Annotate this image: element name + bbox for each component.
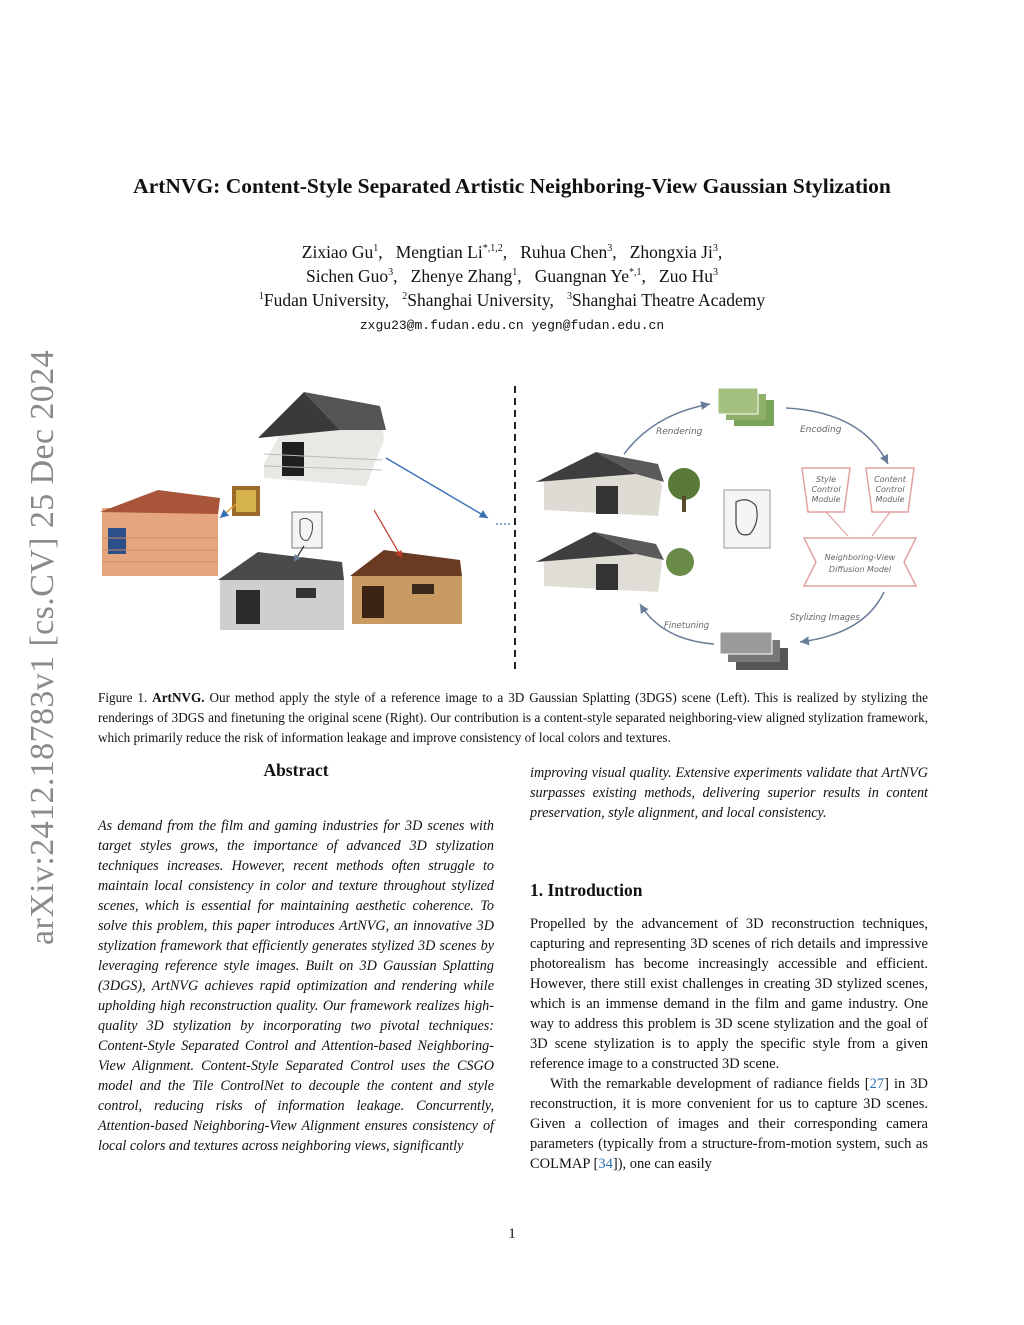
rendered-house-bottom xyxy=(536,532,694,592)
abstract-heading: Abstract xyxy=(263,760,329,780)
painted-stylized-house xyxy=(350,550,462,624)
abstract-text-continued: improving visual quality. Extensive experiments validate that ArtNVG surpasses existing methods, delivering superior results in content preservation, style alignment, and local consistency. xyxy=(530,765,928,821)
author: Sichen Guo xyxy=(306,266,389,286)
label-style-module: Control xyxy=(811,485,841,494)
intro-paragraph-2: With the remarkable development of radiance fields [27] in 3D reconstruction, it is more convenient for us to capture 3D scenes. Given a collection of images and their corresponding camera parameters (typically from a structure-from-motion system, such as COLMAP [34]), one can easily xyxy=(530,1076,928,1172)
arrow xyxy=(386,458,488,518)
author-emails: zxgu23@m.fudan.edu.cn yegn@fudan.edu.cn xyxy=(359,318,665,333)
author: Zhongxia Ji xyxy=(629,242,713,262)
label-content-module: Content xyxy=(874,475,906,484)
author: Zuo Hu xyxy=(659,266,713,286)
paper-title: ArtNVG: Content-Style Separated Artistic Neighboring-View Gaussian Stylization xyxy=(133,174,891,198)
author: Zhenye Zhang xyxy=(410,266,513,286)
label-rendering: Rendering xyxy=(656,427,703,437)
stylized-images-stack xyxy=(720,632,788,670)
label-encoding: Encoding xyxy=(800,425,842,435)
connector xyxy=(872,512,890,536)
figure-1-illustration xyxy=(96,378,956,678)
label-finetuning: Finetuning xyxy=(664,621,710,631)
affiliations: $^1$Fudan University, $^2$Shanghai University, $^3$Shanghai Theatre Academy xyxy=(258,290,766,310)
stylized-house-orange xyxy=(100,490,220,576)
label-content-module: Control xyxy=(875,485,905,494)
rendered-images-stack xyxy=(718,388,774,426)
label-content-module: Module xyxy=(875,495,905,504)
rendered-house-top xyxy=(536,452,700,516)
author: Guangnan Ye xyxy=(534,266,630,286)
arxiv-sidebar-id: arXiv:2412.18783v1 [cs.CV] 25 Dec 2024 xyxy=(24,350,61,945)
original-house xyxy=(258,392,386,486)
label-diffusion: Diffusion Model xyxy=(828,565,892,574)
page-number: 1 xyxy=(508,1226,516,1242)
author-line-2: Sichen Guo$^3$, Zhenye Zhang$^1$, Guangnan $Ye^{*,1}$, Zuo Hu$^3$ xyxy=(306,266,718,286)
author-line-1: Zixiao Gu$^1$, Mengtian $Li^{*,1,2}$, Ruhua Chen$^3$, Zhongxia Ji$^3$, xyxy=(301,242,723,262)
abstract-text: As demand from the film and gaming industries for 3D scenes with target styles grows, the importance of advanced 3D stylization techniques increases. However, recent methods often struggle to maintain local consistency in color and texture throughout stylized scenes, which is essential for maintaining aesthetic coherence. To solve this problem, this paper introduces ArtNVG, an innovative 3D stylization framework that efficiently generates stylized 3D scenes by leveraging reference style images. Built on 3D Gaussian Splatting (3DGS), ArtNVG achieves rapid optimization and rendering while upholding high reconstruction quality. Our framework realizes high-quality 3D stylization by incorporating two pivotal techniques: Content-Style Separated Control and Attention-based Neighboring-View Alignment. Content-Style Separated Control uses the CSGO model and the Tile ControlNet to decouple the content and style control, reducing risks of information leakage. Concurrently, Attention-based Neighboring-View Alignment ensures consistency of local colors and textures across neighboring views, significantly xyxy=(98,818,494,1154)
label-style-module: Module xyxy=(811,495,841,504)
section-heading-introduction: 1. Introduction xyxy=(530,880,643,900)
connector xyxy=(826,512,848,536)
intro-paragraph-1: Propelled by the advancement of 3D reconstruction techniques, capturing and representing 3D scenes of rich details and impressive photorealism has become increasingly accessible and efficient. However, there still exist challenges in creating 3D stylized scenes, which is an immense demand in the film and game industry. One way to address this problem is 3D scene stylization and the goal of 3D scene stylization is to apply the specific style from a given reference image to a constructed 3D scene. xyxy=(530,916,928,1072)
label-style-module: Style xyxy=(815,475,837,484)
author: Zixiao Gu xyxy=(301,242,374,262)
style-reference-detail xyxy=(236,490,256,512)
neighboring-view-diffusion-model xyxy=(804,538,916,586)
sketch-stylized-house xyxy=(218,552,344,630)
sketch-style-reference xyxy=(292,512,322,548)
citation-link[interactable]: 34 xyxy=(598,1156,613,1172)
encoding-arrow xyxy=(786,408,888,464)
introduction-text xyxy=(530,914,928,1174)
figure-1-caption: Figure 1. ArtNVG. Our method apply the style of a reference image to a 3D Gaussian Splatting (3DGS) scene (Left). This is realized by stylizing the renderings of 3DGS and finetuning the original scene (Right). Our contribution is a content-style separated neighboring-view aligned stylization framework, which primarily reduce the risk of information leakage and improve consistency of local colors and textures. xyxy=(98,690,928,745)
label-diffusion: Neighboring-View xyxy=(824,553,896,562)
style-image-sketch xyxy=(724,490,770,548)
author: Ruhua Chen xyxy=(520,242,608,262)
author: Mengtian Li xyxy=(395,242,483,262)
citation-link[interactable]: 27 xyxy=(869,1076,885,1092)
label-stylizing: Stylizing Images xyxy=(790,613,860,623)
